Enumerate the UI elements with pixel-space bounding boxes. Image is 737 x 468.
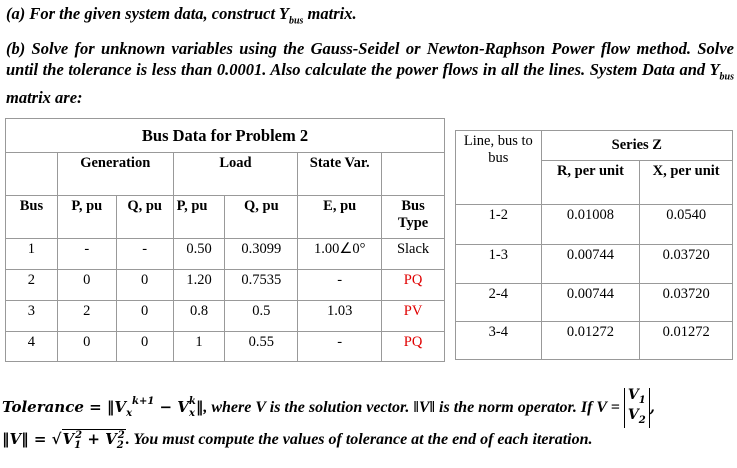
cell: 0.01272 (640, 322, 733, 360)
group-load: Load (173, 153, 298, 196)
cell: - (116, 239, 173, 270)
cell: 2-4 (456, 284, 542, 322)
cell: 2 (57, 301, 116, 332)
cell: 0.03720 (640, 245, 733, 284)
cell: - (298, 332, 382, 362)
part-b-text: (b) Solve for unknown variables using the Gauss-Seidel or Newton-Raphson Power flow method. Solve until the tolerance is less than 0.0001. Also calculate the power flows in all the lines. System Data and $Y_{bus}$ matrix are: (6, 39, 734, 108)
bus-header-row (6, 196, 445, 239)
norm-equation: ‖V‖ = $√V_1^2 + V_2^2$. You must compute the values of tolerance at the end of each iteration. (2, 430, 593, 451)
cell: 0.55 (225, 332, 298, 362)
cell: 0.01008 (541, 205, 640, 245)
bus-table-title: Bus Data for Problem 2 (6, 119, 445, 153)
cell: 0.3099 (225, 239, 298, 270)
vector-v: $V_1$ $V_2$ (624, 388, 650, 428)
table-row (456, 284, 733, 322)
cell: 4 (6, 332, 58, 362)
cell: 0.7535 (225, 270, 298, 301)
group-series-z: Series Z (541, 131, 732, 161)
cell: 0.5 (225, 301, 298, 332)
header-gen-q: Q, pu (116, 196, 173, 239)
cell: - (298, 270, 382, 301)
cell: 1.20 (173, 270, 225, 301)
cell: 0.0540 (640, 205, 733, 245)
cell: 2 (6, 270, 58, 301)
cell: 3-4 (456, 322, 542, 360)
cell: 0 (116, 332, 173, 362)
table-row (6, 239, 445, 270)
cell: PQ (382, 270, 445, 301)
cell: 0.03720 (640, 284, 733, 322)
cell: PV (382, 301, 445, 332)
tolerance-equation: Tolerance = $‖V_x^{k+1}$ − $V_x^k‖$, where V is the solution vector. ‖V‖ is the norm operator. If V = $V_1$ $V_2$ , (2, 387, 655, 426)
cell: 0.00744 (541, 284, 640, 322)
table-row (6, 301, 445, 332)
cell: 1-3 (456, 245, 542, 284)
header-load-q: Q, pu (225, 196, 298, 239)
cell: - (57, 239, 116, 270)
header-r: R, per unit (541, 161, 640, 205)
header-bus: Bus (6, 196, 58, 239)
cell: 0 (57, 332, 116, 362)
cell: 1 (6, 239, 58, 270)
cell: 1 (173, 332, 225, 362)
bus-data-table (5, 118, 445, 362)
table-row (456, 205, 733, 245)
group-state-var: State Var. (298, 153, 382, 196)
cell: PQ (382, 332, 445, 362)
table-row (6, 332, 445, 362)
header-gen-p: P, pu (57, 196, 116, 239)
header-x: X, per unit (640, 161, 733, 205)
table-row (6, 270, 445, 301)
cell: 1.03 (298, 301, 382, 332)
header-line: Line, bus to bus (456, 131, 542, 205)
cell: 0 (116, 301, 173, 332)
line-data-table (455, 130, 733, 360)
header-load-p: P, pu (173, 196, 225, 239)
cell: Slack (382, 239, 445, 270)
cell: 0.50 (173, 239, 225, 270)
cell: 0 (57, 270, 116, 301)
cell: 3 (6, 301, 58, 332)
cell: 0.01272 (541, 322, 640, 360)
cell: 1.00∠0° (298, 239, 382, 270)
table-row (456, 322, 733, 360)
header-e: E, pu (298, 196, 382, 239)
part-a-text: (a) For the given system data, construct $Y_{bus}$ matrix. (6, 4, 357, 27)
group-generation: Generation (57, 153, 173, 196)
cell: 0.8 (173, 301, 225, 332)
cell: 0 (116, 270, 173, 301)
cell: 1-2 (456, 205, 542, 245)
table-row (456, 245, 733, 284)
cell: 0.00744 (541, 245, 640, 284)
header-bus-type: Bus Type (382, 196, 445, 239)
